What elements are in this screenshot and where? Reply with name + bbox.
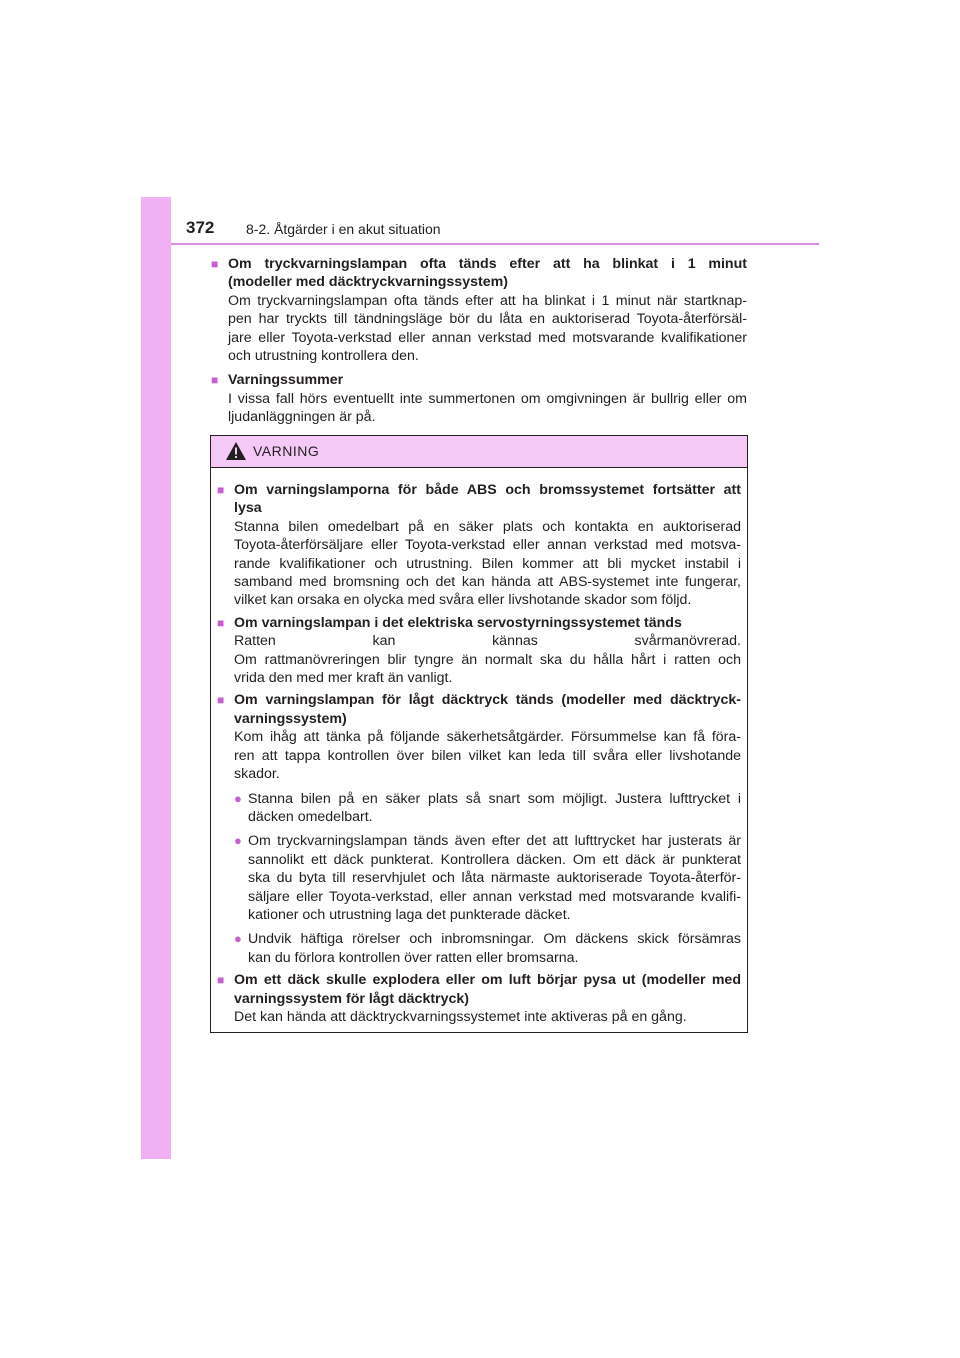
heading-text xyxy=(234,481,741,518)
item-heading xyxy=(217,481,741,518)
body-line: Stanna bilen omedelbart på en säker plats och kontakta en auktoriserad xyxy=(234,518,741,535)
bullet-line: Stanna bilen på en säker plats så snart som möjligt. Justera lufttrycket i xyxy=(248,790,741,807)
heading-line: Om ett däck skulle explodera eller om luft börjar pysa ut (modeller med xyxy=(234,972,741,989)
warning-box xyxy=(210,435,748,1033)
item-heading xyxy=(217,691,741,728)
heading-text xyxy=(234,691,741,728)
section-item xyxy=(217,481,741,610)
heading-text xyxy=(234,614,741,632)
round-bullet-icon: ● xyxy=(234,931,242,947)
body-line: ljudanläggningen är på. xyxy=(228,409,376,426)
chapter-tab-bar xyxy=(141,197,171,1159)
section-title: 8-2. Åtgärder i en akut situation xyxy=(246,221,441,237)
item-heading xyxy=(211,255,747,292)
section-item xyxy=(217,614,741,688)
square-bullet-icon: ■ xyxy=(211,373,219,388)
warning-triangle-icon xyxy=(225,441,247,461)
heading-line: Om varningslamporna för både ABS och bromssystemet fortsätter att xyxy=(234,482,741,498)
heading-text xyxy=(234,971,741,1008)
bullet-item xyxy=(234,790,741,827)
bullet-text xyxy=(248,930,741,967)
header-rule xyxy=(171,243,819,245)
bullet-line: däcken omedelbart. xyxy=(248,808,373,825)
body-line: Kom ihåg att tänka på följande säkerhetsåtgärder. Försummelse kan få föra- xyxy=(234,729,741,746)
item-heading xyxy=(217,971,741,1008)
body-line: rande kvalifikationer och utrustning. Bilen kommer att bli mycket instabil i xyxy=(234,555,741,572)
section-item xyxy=(211,371,747,426)
item-body xyxy=(228,292,747,366)
item-heading xyxy=(217,614,741,632)
bullet-item xyxy=(234,832,741,924)
body-line: vilket kan orsaka en olycka med svåra eller livshotande skador som följd. xyxy=(234,592,692,609)
item-heading xyxy=(211,371,747,389)
heading-line: Varningssummer xyxy=(228,372,344,389)
round-bullet-icon: ● xyxy=(234,790,242,806)
item-body xyxy=(234,518,741,610)
warning-body xyxy=(211,468,747,1026)
square-bullet-icon: ■ xyxy=(217,615,225,630)
body-line: pen har tryckts till tändningsläge bör du låta en auktoriserad Toyota-återförsäl- xyxy=(228,311,747,328)
item-body xyxy=(234,632,741,687)
heading-line: Om tryckvarningslampan ofta tänds efter att ha blinkat i 1 minut xyxy=(228,256,747,272)
body-line: vrida den med mer kraft än vanligt. xyxy=(234,670,453,687)
bullet-text xyxy=(248,790,741,827)
heading-line: varningssystem för lågt däcktryck) xyxy=(234,990,469,1007)
body-line: Det kan hända att däcktryckvarningssystemet inte aktiveras på en gång. xyxy=(234,1008,687,1025)
square-bullet-icon: ■ xyxy=(217,693,225,708)
section-item xyxy=(217,971,741,1026)
body-line: Om rattmanövreringen blir tyngre än normalt ska du hålla hårt i ratten och xyxy=(234,651,741,668)
bullet-line: kan du förlora kontrollen över ratten eller bromsarna. xyxy=(248,949,579,966)
bullet-line: säljare eller Toyota-verkstad, eller annan verkstad med motsvarande kvalifi- xyxy=(248,888,741,905)
bullet-text xyxy=(248,832,741,924)
body-line: samband med bromsning och det kan hända att ABS-systemet inte fungerar, xyxy=(234,574,741,591)
bullet-line: Om tryckvarningslampan tänds även efter det att lufttrycket har justerats är xyxy=(248,833,741,850)
square-bullet-icon: ■ xyxy=(217,973,225,988)
bullet-line: sannolikt ett däck punkterat. Kontrollera däcken. Om ett däck är punkterat xyxy=(248,851,741,868)
section-item xyxy=(211,255,747,365)
square-bullet-icon: ■ xyxy=(211,257,219,271)
heading-line: lysa xyxy=(234,500,262,517)
round-bullet-icon: ● xyxy=(234,833,242,849)
page-number: 372 xyxy=(186,218,215,237)
section-item xyxy=(217,691,741,967)
heading-text xyxy=(228,371,747,389)
bullet-line: Undvik häftiga rörelser och inbromsningar. Om däckens skick försämras xyxy=(248,931,741,948)
bullet-item xyxy=(234,930,741,967)
item-body xyxy=(228,390,747,427)
heading-line: (modeller med däcktryckvarningssystem) xyxy=(228,274,508,291)
square-bullet-icon: ■ xyxy=(217,483,225,497)
body-line: skador. xyxy=(234,766,280,783)
body-line: Toyota-återförsäljare eller Toyota-verkstad eller annan verkstad med motsva- xyxy=(234,537,741,554)
heading-line: varningssystem) xyxy=(234,710,347,727)
item-body xyxy=(234,728,741,783)
warning-label: VARNING xyxy=(253,443,320,459)
body-line: I vissa fall hörs eventuellt inte summertonen om omgivningen är bullrig eller om xyxy=(228,390,747,407)
bullet-line: kationer och utrustning laga det punkterade däcket. xyxy=(248,906,571,923)
main-content xyxy=(211,255,747,433)
heading-line: Om varningslampan i det elektriska servostyrningssystemet tänds xyxy=(234,614,682,631)
body-line: ren att tappa kontrollen över bilen vilket kan leda till svåra eller livshotande xyxy=(234,747,741,764)
body-line: Om tryckvarningslampan ofta tänds efter att ha blinkat i 1 minut när startknap- xyxy=(228,292,747,309)
item-body xyxy=(234,1008,741,1026)
warning-header xyxy=(211,436,747,468)
heading-line: Om varningslampan för lågt däcktryck tänds (modeller med däcktryck- xyxy=(234,692,741,709)
body-line: och utrustning kontrollera den. xyxy=(228,348,419,365)
body-line: jare eller Toyota-verkstad eller annan verkstad med motsvarande kvalifikationer xyxy=(228,329,747,346)
bullet-line: ska du byta till reservhjulet och låta närmaste auktoriserade Toyota-återför- xyxy=(248,870,741,887)
heading-text xyxy=(228,255,747,292)
body-line: Ratten kan kännas svårmanövrerad. xyxy=(234,633,741,650)
